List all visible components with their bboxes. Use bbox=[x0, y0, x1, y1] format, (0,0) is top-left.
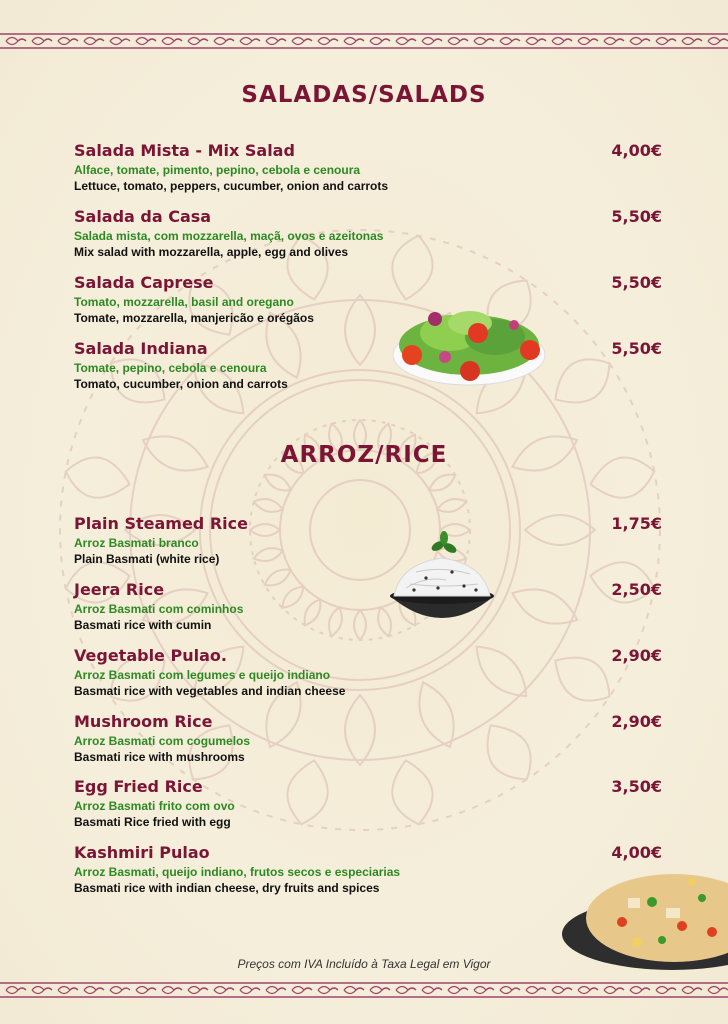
rice-bowl-image bbox=[386, 528, 498, 632]
item-price: 2,50€ bbox=[611, 580, 662, 599]
item-price: 5,50€ bbox=[611, 207, 662, 226]
item-price: 4,00€ bbox=[611, 141, 662, 160]
item-name: Salada da Casa bbox=[74, 207, 212, 226]
item-name: Plain Steamed Rice bbox=[74, 514, 248, 533]
item-description-en: Lettuce, tomato, peppers, cucumber, onion and carrots bbox=[74, 179, 389, 193]
item-description-en: Basmati rice with vegetables and indian cheese bbox=[74, 684, 346, 698]
item-description-pt: Arroz Basmati, queijo indiano, frutos secos e especiarias bbox=[74, 865, 401, 879]
item-price: 1,75€ bbox=[611, 514, 662, 533]
tax-footer-note: Preços com IVA Incluído à Taxa Legal em Vigor bbox=[237, 957, 491, 971]
item-description-en: Mix salad with mozzarella, apple, egg and olives bbox=[74, 245, 349, 259]
item-price: 5,50€ bbox=[611, 339, 662, 358]
item-description-en: Basmati rice with cumin bbox=[74, 618, 212, 632]
item-description-en: Basmati rice with mushrooms bbox=[74, 750, 245, 764]
item-description-pt: Arroz Basmati branco bbox=[74, 536, 199, 550]
item-description-en: Tomato, cucumber, onion and carrots bbox=[74, 377, 288, 391]
item-name: Salada Indiana bbox=[74, 339, 208, 358]
menu-item bbox=[74, 339, 664, 392]
item-description-pt: Arroz Basmati com cogumelos bbox=[74, 734, 251, 748]
item-description-pt: Arroz Basmati com legumes e queijo indiano bbox=[74, 668, 331, 682]
menu-item bbox=[74, 777, 664, 830]
rice-section-title: ARROZ/RICE bbox=[280, 442, 448, 468]
menu-item bbox=[74, 273, 664, 326]
item-description-en: Basmati Rice fried with egg bbox=[74, 815, 231, 829]
menu-item bbox=[74, 514, 664, 567]
item-price: 2,90€ bbox=[611, 712, 662, 731]
item-price: 2,90€ bbox=[611, 646, 662, 665]
salad-bowl-image bbox=[390, 293, 548, 393]
menu-item bbox=[74, 207, 664, 260]
item-name: Jeera Rice bbox=[74, 580, 165, 599]
item-description-pt: Salada mista, com mozzarella, maçã, ovos e azeitonas bbox=[74, 229, 384, 243]
item-description-en: Tomate, mozzarella, manjericão e orégãos bbox=[74, 311, 314, 325]
item-name: Kashmiri Pulao bbox=[74, 843, 210, 862]
item-price: 4,00€ bbox=[611, 843, 662, 862]
salads-section-title: SALADAS/SALADS bbox=[241, 82, 487, 108]
item-description-pt: Tomato, mozzarella, basil and oregano bbox=[74, 295, 294, 309]
menu-item bbox=[74, 580, 664, 633]
item-description-en: Plain Basmati (white rice) bbox=[74, 552, 220, 566]
bottom-ornament-border bbox=[0, 979, 728, 1001]
item-description-pt: Tomate, pepino, cebola e cenoura bbox=[74, 361, 267, 375]
item-description-pt: Arroz Basmati frito com ovo bbox=[74, 799, 235, 813]
item-name: Vegetable Pulao. bbox=[74, 646, 227, 665]
item-description-pt: Alface, tomate, pimento, pepino, cebola e cenoura bbox=[74, 163, 361, 177]
item-name: Salada Caprese bbox=[74, 273, 214, 292]
menu-item bbox=[74, 712, 664, 765]
menu-item bbox=[74, 646, 664, 699]
item-name: Mushroom Rice bbox=[74, 712, 213, 731]
item-name: Salada Mista - Mix Salad bbox=[74, 141, 295, 160]
item-price: 5,50€ bbox=[611, 273, 662, 292]
fried-rice-plate-image bbox=[562, 852, 728, 970]
item-name: Egg Fried Rice bbox=[74, 777, 203, 796]
item-price: 3,50€ bbox=[611, 777, 662, 796]
top-ornament-border bbox=[0, 30, 728, 52]
item-description-pt: Arroz Basmati com cominhos bbox=[74, 602, 244, 616]
menu-item bbox=[74, 141, 664, 194]
item-description-en: Basmati rice with indian cheese, dry fruits and spices bbox=[74, 881, 380, 895]
